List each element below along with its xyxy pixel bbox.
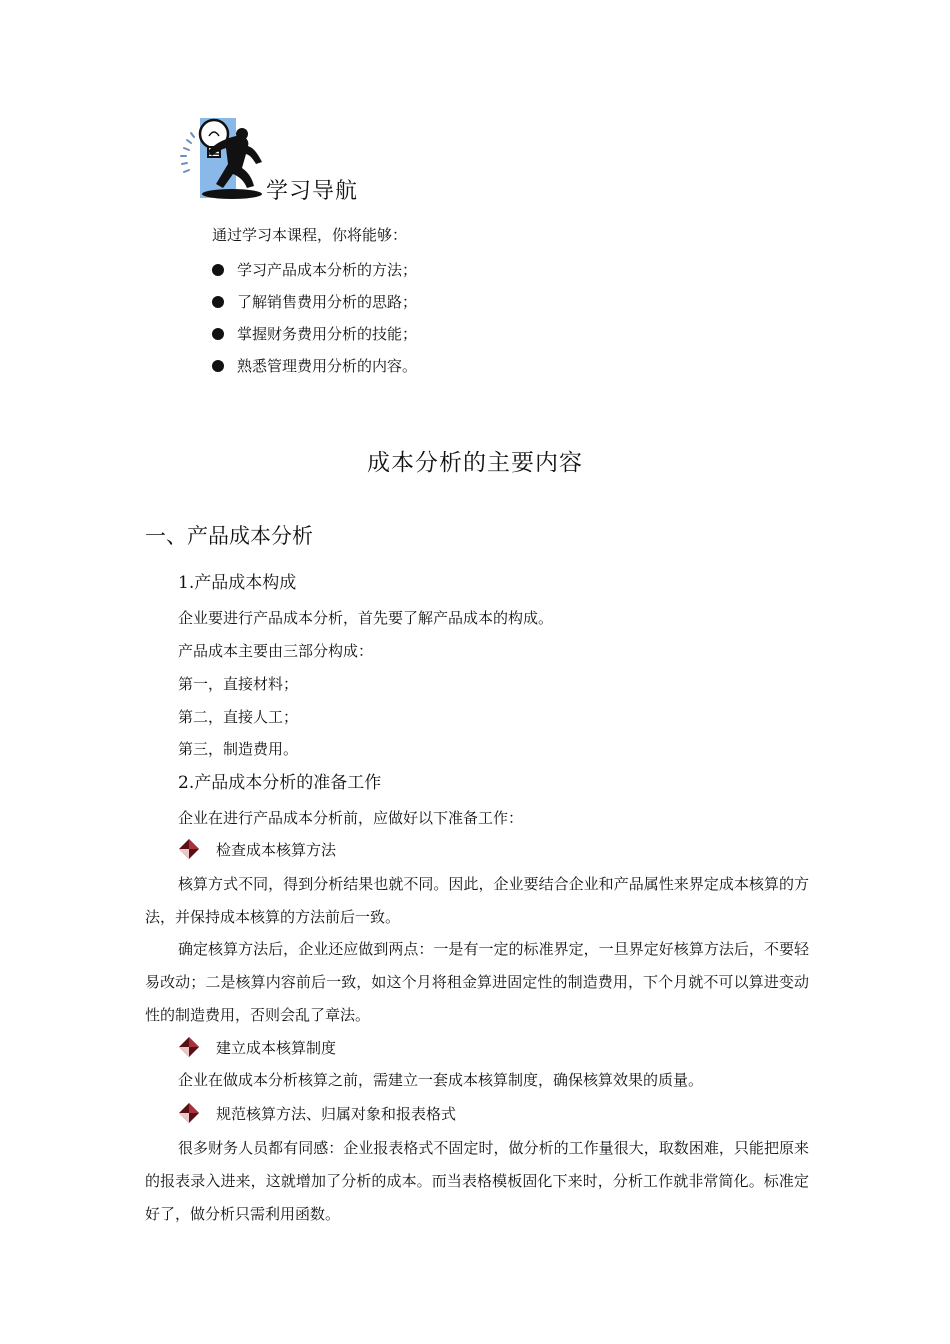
prep-item-build-system (178, 1036, 336, 1058)
list-item (212, 318, 417, 350)
list-item (212, 286, 417, 318)
prep-item-check-method (178, 838, 336, 860)
list-item (212, 350, 417, 382)
paragraph-line: 第三，制造费用。 (178, 740, 299, 758)
goal-text: 了解销售费用分析的思路； (237, 293, 418, 311)
bullet-icon (212, 296, 224, 308)
prep-item-standardize (178, 1102, 456, 1124)
bullet-icon (212, 264, 224, 276)
diamond-bullet-icon (178, 1036, 200, 1058)
diamond-bullet-icon (178, 838, 200, 860)
paragraph-line: 企业要进行产品成本分析，首先要了解产品成本的构成。 (178, 609, 554, 627)
paragraph: 很多财务人员都有同感：企业报表格式不固定时，做分析的工作量很大，取数困难，只能把原来的报表录入进来，这就增加了分析的成本。而当表格模板固化下来时，分析工作就非常简化。标准定好了，做分析只需利用函数。 (145, 1139, 809, 1223)
section-heading-product-cost: 一、产品成本分析 (145, 524, 313, 548)
goal-text: 熟悉管理费用分析的内容。 (237, 357, 418, 375)
paragraph-line: 产品成本主要由三部分构成： (178, 642, 374, 660)
learning-goals-list (212, 254, 417, 382)
bullet-icon (212, 360, 224, 372)
study-navigation-header (178, 112, 578, 202)
diamond-bullet-icon (178, 1102, 200, 1124)
prep-item-label: 规范核算方法、归属对象和报表格式 (216, 1104, 457, 1123)
document-title: 成本分析的主要内容 (367, 450, 583, 476)
paragraph: 核算方式不同，得到分析结果也就不同。因此，企业要结合企业和产品属性来界定成本核算的方法，并保持成本核算的方法前后一致。 (145, 875, 809, 926)
paragraph-line: 第二，直接人工； (178, 708, 299, 726)
study-navigation-title: 学习导航 (266, 179, 359, 204)
learning-intro-text: 通过学习本课程，你将能够： (212, 226, 408, 244)
paragraph: 确定核算方法后，企业还应做到两点：一是有一定的标准界定，一旦界定好核算方法后，不要轻易改动；二是核算内容前后一致，如这个月将租金算进固定性的制造费用，下个月就不可以算进变动性的制造费用，否则会乱了章法。 (145, 940, 809, 1024)
lightbulb-figure-icon (178, 112, 270, 202)
paragraph-line: 企业在进行产品成本分析前，应做好以下准备工作： (178, 809, 524, 827)
prep-item-label: 建立成本核算制度 (216, 1038, 337, 1057)
paragraph: 企业在做成本分析核算之前，需建立一套成本核算制度，确保核算效果的质量。 (178, 1071, 704, 1089)
bullet-icon (212, 328, 224, 340)
goal-text: 学习产品成本分析的方法； (237, 261, 418, 279)
subsection-heading-preparation: 2.产品成本分析的准备工作 (178, 773, 382, 793)
prep-item-label: 检查成本核算方法 (216, 840, 337, 859)
list-item (212, 254, 417, 286)
subsection-heading-cost-structure: 1.产品成本构成 (178, 573, 297, 593)
goal-text: 掌握财务费用分析的技能； (237, 325, 418, 343)
paragraph-line: 第一，直接材料； (178, 675, 299, 693)
